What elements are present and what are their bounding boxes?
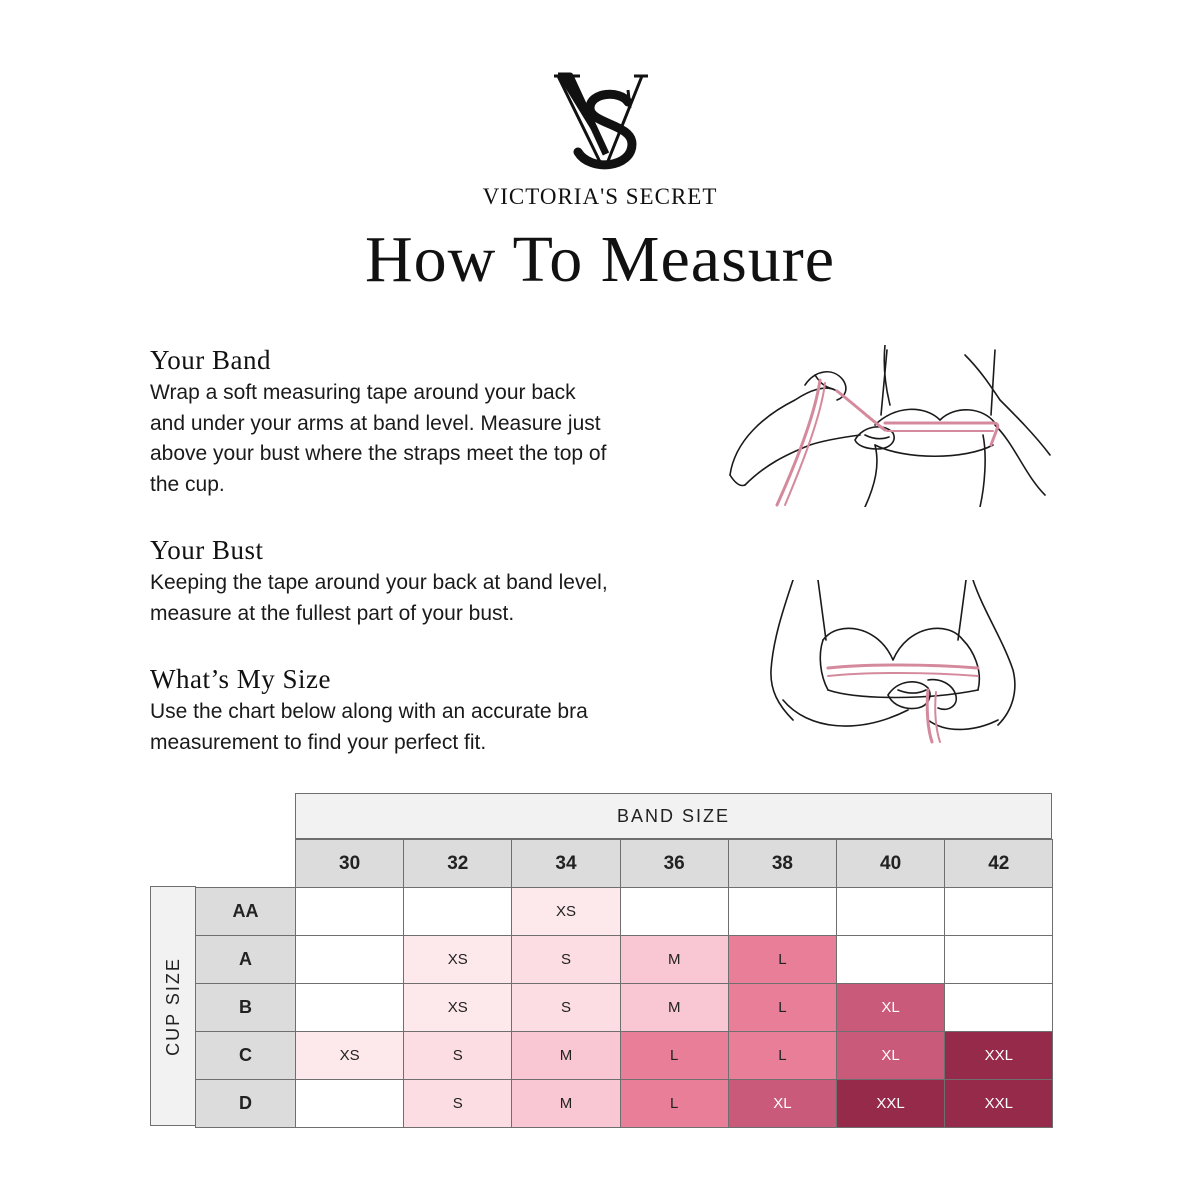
size-cell: XS (403, 983, 512, 1032)
size-cell (295, 887, 404, 936)
section-your-bust (150, 534, 710, 629)
size-cell: S (511, 935, 620, 984)
cup-size-header: CUP SIZE (150, 886, 196, 1126)
section-whats-my-size (150, 663, 710, 758)
band-column-header: 36 (620, 839, 729, 888)
section-body: Use the chart below along with an accurate bra measurement to find your perfect fit. (150, 700, 588, 754)
bust-measuring-illustration (768, 580, 1028, 745)
size-cell: XS (511, 887, 620, 936)
cup-row-header: A (195, 935, 296, 984)
size-cell: XS (295, 1031, 404, 1080)
size-cell (944, 983, 1053, 1032)
size-cell (836, 935, 945, 984)
size-cell (944, 887, 1053, 936)
band-measuring-illustration (725, 345, 1055, 507)
section-body: Keeping the tape around your back at band level, measure at the fullest part of your bust. (150, 571, 608, 625)
bra-size-chart (150, 793, 1052, 1126)
band-column-header: 38 (728, 839, 837, 888)
size-cell (944, 935, 1053, 984)
band-column-header: 32 (403, 839, 512, 888)
size-cell: L (728, 1031, 837, 1080)
band-size-header: BAND SIZE (295, 793, 1052, 839)
brand-name: VICTORIA'S SECRET (482, 184, 718, 209)
size-cell (403, 887, 512, 936)
size-cell: L (728, 983, 837, 1032)
band-column-header: 40 (836, 839, 945, 888)
size-cell: L (620, 1079, 729, 1128)
size-cell (836, 887, 945, 936)
size-cell (295, 983, 404, 1032)
section-body: Wrap a soft measuring tape around your back and under your arms at band level. Measure just above your bust where the straps meet the top of the cup. (150, 381, 607, 496)
section-your-band (150, 344, 710, 500)
section-heading: What’s My Size (150, 664, 331, 694)
size-cell (295, 935, 404, 984)
size-cell: M (620, 983, 729, 1032)
page-title: How To Measure (364, 223, 836, 296)
size-cell: XXL (836, 1079, 945, 1128)
size-cell: XL (836, 1031, 945, 1080)
section-heading: Your Band (150, 345, 272, 375)
size-cell: L (728, 935, 837, 984)
size-cell: XXL (944, 1079, 1053, 1128)
band-column-header: 30 (295, 839, 404, 888)
size-cell (295, 1079, 404, 1128)
cup-row-header: AA (195, 887, 296, 936)
size-cell (620, 887, 729, 936)
size-cell: S (403, 1079, 512, 1128)
size-cell: S (511, 983, 620, 1032)
vs-monogram-logo (540, 68, 660, 178)
size-cell: XL (728, 1079, 837, 1128)
size-cell (728, 887, 837, 936)
size-cell: M (511, 1031, 620, 1080)
cup-row-header: C (195, 1031, 296, 1080)
band-column-header: 34 (511, 839, 620, 888)
size-cell: S (403, 1031, 512, 1080)
size-cell: L (620, 1031, 729, 1080)
cup-row-header: B (195, 983, 296, 1032)
band-column-header: 42 (944, 839, 1053, 888)
section-heading: Your Bust (150, 535, 264, 565)
size-cell: XL (836, 983, 945, 1032)
size-cell: XXL (944, 1031, 1053, 1080)
size-cell: XS (403, 935, 512, 984)
cup-row-header: D (195, 1079, 296, 1128)
size-cell: M (511, 1079, 620, 1128)
size-cell: M (620, 935, 729, 984)
